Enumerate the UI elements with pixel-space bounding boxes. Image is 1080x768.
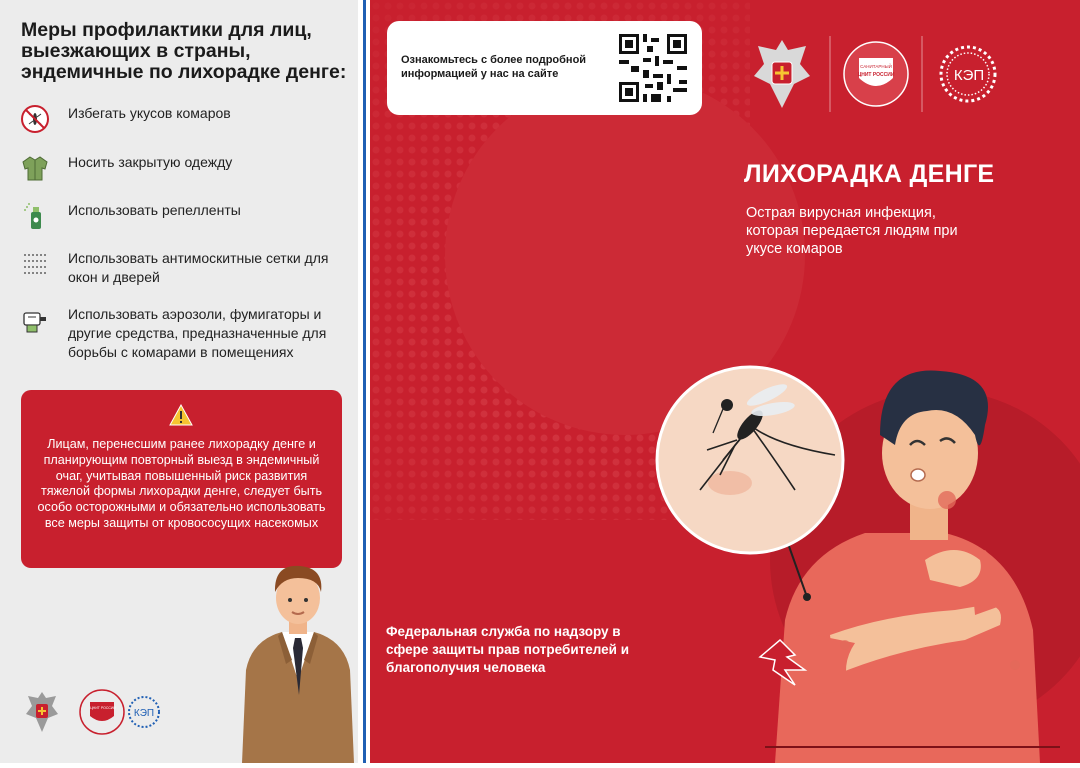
- svg-text:САНИТАРНЫЙ: САНИТАРНЫЙ: [860, 64, 892, 69]
- warning-triangle-icon: [169, 404, 193, 431]
- measure-text: Использовать репелленты: [68, 202, 241, 218]
- measure-text: Носить закрытую одежду: [68, 154, 233, 170]
- measure-item: [20, 104, 338, 134]
- sanitary-shield-logo-icon: [80, 690, 124, 734]
- warning-text: Лицам, перенесшим ранее лихорадку денге и планирующим повторный выезд в эндемичный очаг, учитывая повышенный риск развития тяжелой формы лихорадки денге, следует быть особо осторожными и обязательно использовать все меры защиты от кровососущих насекомых: [37, 437, 326, 530]
- agency-name: Федеральная служба по надзору в сфере защиты прав потребителей и благополучия человека: [386, 624, 629, 675]
- sanitary-shield-logo-icon: [844, 42, 908, 106]
- measure-text: Избегать укусов комаров: [68, 105, 231, 121]
- header-logos: [748, 36, 998, 117]
- measure-item: [20, 201, 338, 231]
- measure-item: [20, 153, 338, 183]
- dengue-illustration: [655, 365, 1060, 763]
- man-illustration: [242, 560, 354, 768]
- warning-box: [21, 390, 342, 568]
- measure-item: [20, 249, 338, 287]
- fumigator-icon: [20, 305, 50, 335]
- left-panel: [0, 0, 358, 763]
- mosquito-net-icon: [20, 249, 50, 279]
- prevention-title: Меры профилактики для лиц, выезжающих в страны, эндемичные по лихорадке денге:: [21, 19, 347, 83]
- rospotrebnadzor-emblem-icon: [26, 692, 58, 732]
- qr-code-icon[interactable]: [617, 32, 689, 109]
- measure-text: Использовать антимоскитные сетки для окон и дверей: [68, 250, 329, 285]
- qr-card-text: Ознакомьтесь с более подробной информацией у нас на сайте: [401, 54, 587, 80]
- svg-text:КЭП: КЭП: [133, 708, 155, 719]
- qr-card[interactable]: [387, 21, 702, 115]
- measure-text: Использовать аэрозоли, фумигаторы и другие средства, предназначенные для борьбы с комарами в помещениях: [68, 306, 327, 360]
- svg-text:ЦНИТ РОССИИ: ЦНИТ РОССИИ: [857, 72, 895, 78]
- page-subtitle: Острая вирусная инфекция, которая передается людям при укусе комаров: [746, 205, 958, 257]
- no-mosquito-icon: [20, 104, 50, 134]
- rospotrebnadzor-emblem-icon: [754, 40, 810, 108]
- svg-text:КЭП: КЭП: [953, 67, 985, 84]
- left-logos: [22, 688, 162, 741]
- kep-logo-icon: [129, 697, 159, 727]
- measure-item: [20, 305, 338, 362]
- sanitary-logo-text: ЦНИТ РОССИИ: [90, 706, 116, 710]
- divider-line: [363, 0, 366, 763]
- repellent-spray-icon: [20, 201, 50, 231]
- right-panel: [370, 0, 1080, 763]
- kep-logo-icon: [941, 47, 995, 101]
- page-title: ЛИХОРАДКА ДЕНГЕ: [744, 160, 995, 188]
- jacket-icon: [20, 153, 50, 183]
